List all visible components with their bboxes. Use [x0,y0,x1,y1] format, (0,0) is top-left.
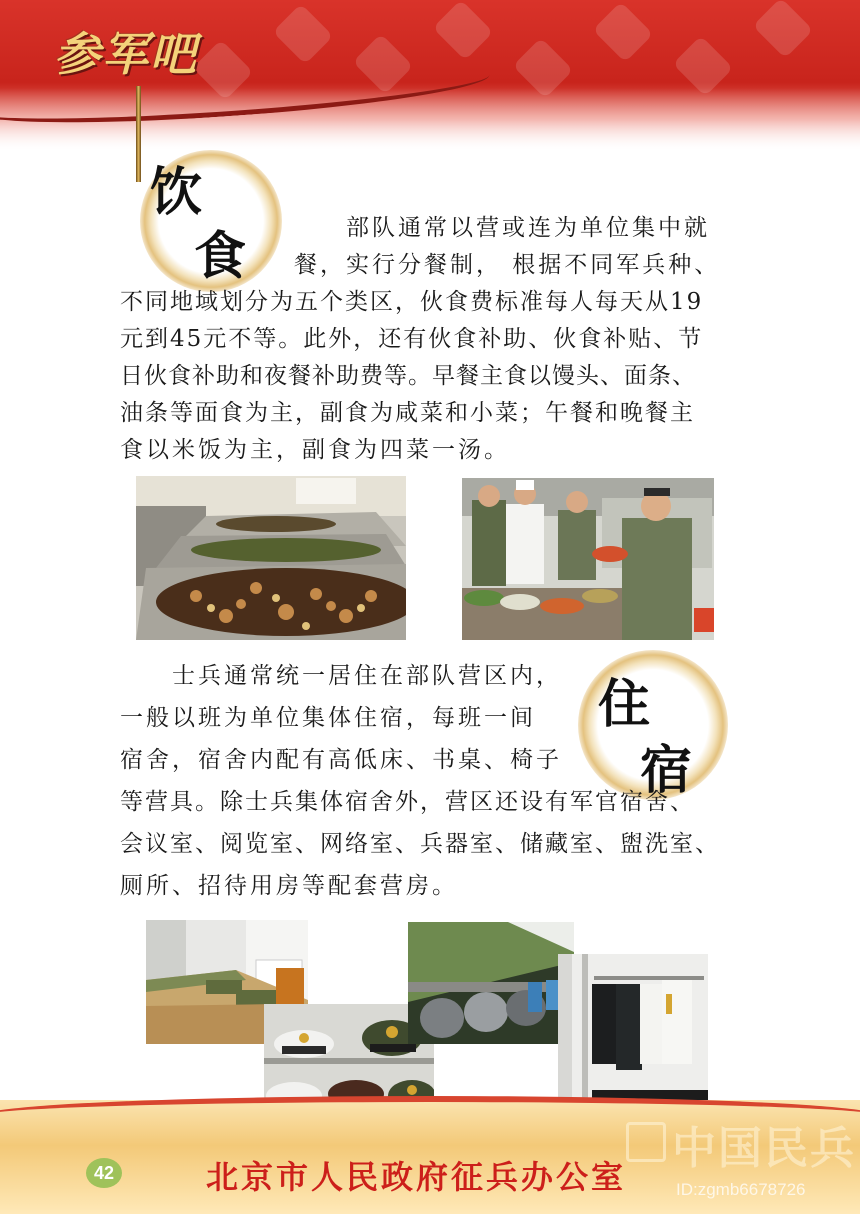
section-title: 参军吧 [54,27,198,81]
banner-hex-pattern [593,2,654,63]
lodging-title-char: 宿 [640,740,693,801]
lodging-text-line: 等营具。除士兵集体宿舍外，营区还设有军官宿舍、 [120,789,695,815]
dining-text-line: 油条等面食为主，副食为咸菜和小菜；午餐和晚餐主 [120,400,695,426]
footer-office-name: 北京市人民政府征兵办公室 [206,1159,627,1195]
title-pole [136,86,141,182]
dining-text-line: 日伙食补助和夜餐补助费等。早餐主食以馒头、面条、 [120,363,696,389]
watermark-text: 中国民兵 [672,1123,856,1174]
dining-text-line: 餐，实行分餐制， 根据不同军兵种、 [294,252,721,278]
dining-text-line: 食以米饭为主，副食为四菜一汤。 [120,437,510,463]
banner-hex-pattern [753,0,814,58]
dining-text-line: 元到45元不等。此外，还有伙食补助、伙食补贴、节 [120,326,704,352]
banner-hex-pattern [433,0,494,60]
lodging-text-line: 一般以班为单位集体住宿，每班一间 [120,705,536,731]
kitchen-inspection-photo [462,478,714,640]
lodging-text-line: 厕所、招待用房等配套营房。 [120,873,458,899]
lodging-title-char: 住 [598,674,651,735]
page-number: 42 [86,1158,122,1188]
lodging-text-line: 会议室、阅览室、网络室、兵器室、储藏室、盥洗室、 [120,831,720,857]
dining-title-char: 食 [194,226,247,287]
lodging-text-line: 士兵通常统一居住在部队营区内， [172,663,562,689]
food-trays-photo [136,476,406,640]
watermark-logo-icon [626,1122,666,1162]
dining-title-char: 饮 [150,162,203,223]
lodging-text-line: 宿舍，宿舍内配有高低床、书桌、椅子 [120,747,562,773]
dining-text-line: 不同地域划分为五个类区，伙食费标准每人每天从19 [120,289,704,315]
dining-text-line: 部队通常以营或连为单位集中就 [346,215,710,241]
watermark-id: ID:zgmb6678726 [676,1180,806,1199]
helmets-photo [408,922,574,1044]
banner-hex-pattern [273,4,334,65]
